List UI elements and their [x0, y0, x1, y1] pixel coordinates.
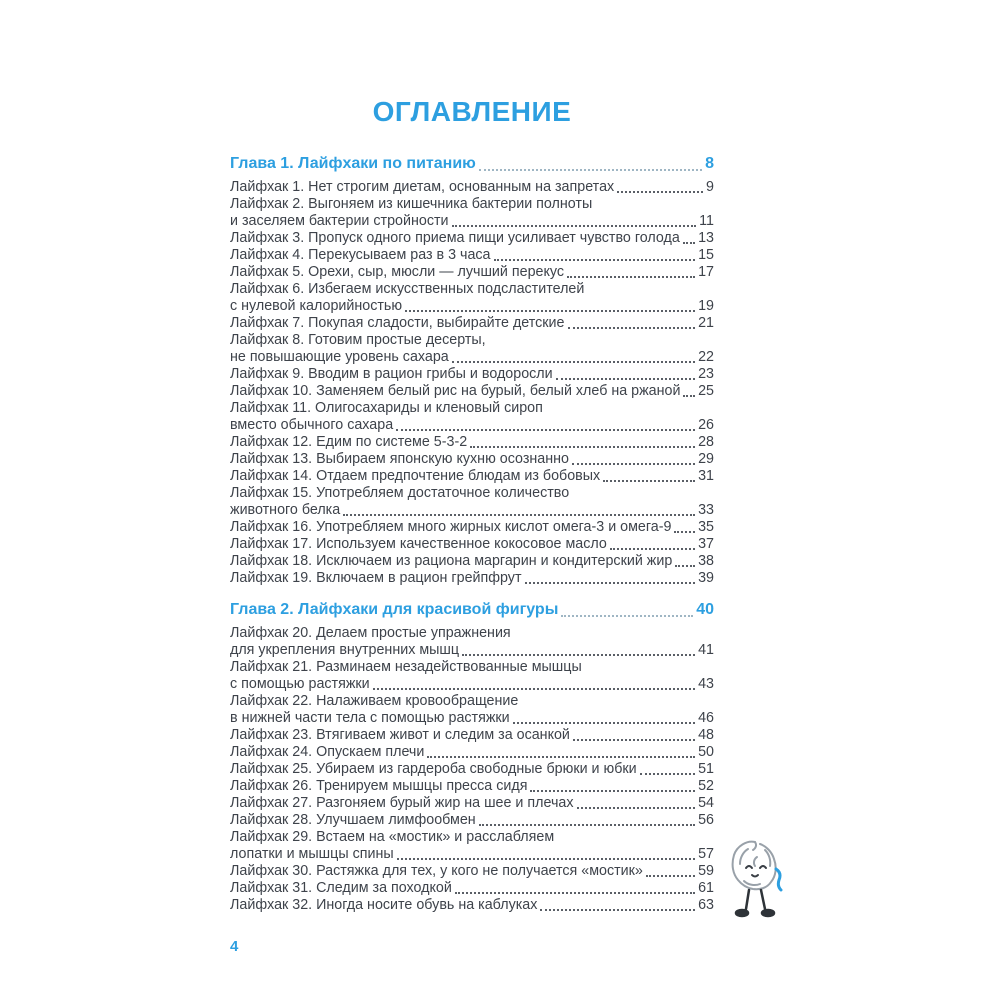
dot-leader [683, 395, 695, 397]
entry-text: Лайфхак 6. Избегаем искусственных подсластителей [230, 281, 585, 297]
dot-leader [610, 548, 695, 550]
toc-entry [230, 693, 714, 727]
entry-text: Лайфхак 19. Включаем в рацион грейпфрут [230, 570, 522, 586]
entry-page-number: 8 [705, 155, 714, 172]
dot-leader [556, 378, 695, 380]
toc-entry [230, 863, 714, 880]
toc-entry [230, 247, 714, 264]
toc-entry [230, 744, 714, 761]
entry-text: и заселяем бактерии стройности [230, 213, 449, 229]
entry-text: Лайфхак 16. Употребляем много жирных кислот омега-3 и омега-9 [230, 519, 672, 535]
entry-page-number: 56 [698, 812, 714, 828]
toc-entry [230, 727, 714, 744]
entry-text: Лайфхак 32. Иногда носите обувь на каблуках [230, 897, 538, 913]
dot-leader [455, 892, 695, 894]
toc-entry [230, 570, 714, 587]
dot-leader [577, 807, 696, 809]
entry-page-number: 46 [698, 710, 714, 726]
entry-text: Лайфхак 15. Употребляем достаточное количество [230, 485, 570, 501]
entry-text: для укрепления внутренних мышц [230, 642, 460, 658]
toc-entry [230, 485, 714, 519]
toc-entry [230, 897, 714, 914]
entry-page-number: 40 [696, 601, 714, 618]
entry-text: Глава 2. Лайфхаки для красивой фигуры [230, 601, 559, 618]
toc-entry [230, 434, 714, 451]
entry-page-number: 50 [698, 744, 714, 760]
entry-text: Лайфхак 7. Покупая сладости, выбирайте детские [230, 315, 565, 331]
entry-text: Лайфхак 3. Пропуск одного приема пищи усиливает чувство голода [230, 230, 680, 246]
dot-leader [427, 756, 695, 758]
page-number: 4 [230, 938, 239, 955]
toc-entry [230, 332, 714, 366]
dot-leader [396, 429, 695, 431]
entry-text: Лайфхак 8. Готовим простые десерты, [230, 332, 486, 348]
entry-text: Лайфхак 18. Исключаем из рациона маргарин и кондитерский жир [230, 553, 673, 569]
toc-entry [230, 196, 714, 230]
toc-entry [230, 659, 714, 693]
entry-page-number: 9 [706, 179, 714, 195]
dot-leader [494, 259, 696, 261]
dot-leader [405, 310, 695, 312]
entry-text: Лайфхак 24. Опускаем плечи [230, 744, 425, 760]
toc-entry [230, 264, 714, 281]
dot-leader [561, 615, 693, 617]
toc-entry [230, 366, 714, 383]
toc-entry [230, 795, 714, 812]
walnut-mascot-illustration [724, 833, 790, 921]
entry-page-number: 35 [698, 519, 714, 535]
dot-leader [675, 565, 695, 567]
entry-page-number: 38 [698, 553, 714, 569]
entry-text: Лайфхак 2. Выгоняем из кишечника бактерии полноты [230, 196, 593, 212]
entry-text: Лайфхак 31. Следим за походкой [230, 880, 452, 896]
mascot-blue-accent [776, 869, 781, 890]
entry-text: Лайфхак 4. Перекусываем раз в 3 часа [230, 247, 491, 263]
entry-text: не повышающие уровень сахара [230, 349, 449, 365]
entry-page-number: 23 [698, 366, 714, 382]
entry-page-number: 37 [698, 536, 714, 552]
dot-leader [373, 688, 695, 690]
entry-text: Лайфхак 14. Отдаем предпочтение блюдам из бобовых [230, 468, 601, 484]
toc-entry [230, 179, 714, 196]
entry-page-number: 29 [698, 451, 714, 467]
dot-leader [479, 824, 695, 826]
toc-entry [230, 400, 714, 434]
toc-entry [230, 812, 714, 829]
entry-page-number: 33 [698, 502, 714, 518]
entry-page-number: 26 [698, 417, 714, 433]
entry-page-number: 63 [698, 897, 714, 913]
toc-content [230, 96, 714, 914]
dot-leader [567, 276, 695, 278]
entry-text: Лайфхак 22. Налаживаем кровообращение [230, 693, 519, 709]
dot-leader [462, 654, 695, 656]
dot-leader [452, 225, 697, 227]
entry-page-number: 22 [698, 349, 714, 365]
entry-text: Лайфхак 20. Делаем простые упражнения [230, 625, 511, 641]
dot-leader [573, 739, 695, 741]
entry-text: Лайфхак 13. Выбираем японскую кухню осознанно [230, 451, 569, 467]
dot-leader [540, 909, 695, 911]
entry-page-number: 31 [698, 468, 714, 484]
entry-page-number: 28 [698, 434, 714, 450]
entry-page-number: 15 [698, 247, 714, 263]
entry-page-number: 41 [698, 642, 714, 658]
toc-entry [230, 778, 714, 795]
toc-entry [230, 519, 714, 536]
toc-entry [230, 451, 714, 468]
entry-text: Лайфхак 30. Растяжка для тех, у кого не получается «мостик» [230, 863, 643, 879]
entry-text: Лайфхак 12. Едим по системе 5-3-2 [230, 434, 468, 450]
entry-page-number: 13 [698, 230, 714, 246]
dot-leader [617, 191, 703, 193]
dot-leader [513, 722, 695, 724]
toc-entry [230, 829, 714, 863]
entry-page-number: 59 [698, 863, 714, 879]
toc-entry [230, 553, 714, 570]
entry-page-number: 51 [698, 761, 714, 777]
entry-page-number: 52 [698, 778, 714, 794]
entry-page-number: 57 [698, 846, 714, 862]
entry-text: Лайфхак 25. Убираем из гардероба свободные брюки и юбки [230, 761, 637, 777]
entry-page-number: 19 [698, 298, 714, 314]
entry-text: в нижней части тела с помощью растяжки [230, 710, 510, 726]
entry-text: Лайфхак 28. Улучшаем лимфообмен [230, 812, 476, 828]
toc-entry [230, 315, 714, 332]
dot-leader [452, 361, 695, 363]
dot-leader [674, 531, 695, 533]
entry-page-number: 11 [699, 213, 714, 229]
dot-leader [530, 790, 695, 792]
entry-page-number: 17 [698, 264, 714, 280]
toc-entry [230, 230, 714, 247]
chapter-heading [230, 154, 714, 174]
entry-text: Лайфхак 26. Тренируем мышцы пресса сидя [230, 778, 528, 794]
dot-leader [646, 875, 695, 877]
entry-page-number: 25 [698, 383, 714, 399]
toc-entry [230, 536, 714, 553]
entry-page-number: 39 [698, 570, 714, 586]
entry-page-number: 21 [698, 315, 714, 331]
entry-text: животного белка [230, 502, 341, 518]
entry-text: Лайфхак 1. Нет строгим диетам, основанным на запретах [230, 179, 615, 195]
entry-page-number: 43 [698, 676, 714, 692]
entry-text: Лайфхак 27. Разгоняем бурый жир на шее и плечах [230, 795, 574, 811]
chapter-heading [230, 600, 714, 620]
dot-leader [397, 858, 695, 860]
toc-entry [230, 625, 714, 659]
entry-text: Лайфхак 5. Орехи, сыр, мюсли — лучший перекус [230, 264, 565, 280]
entry-page-number: 61 [698, 880, 714, 896]
entry-text: Лайфхак 29. Встаем на «мостик» и расслабляем [230, 829, 555, 845]
toc-list [230, 154, 714, 914]
toc-entry [230, 383, 714, 400]
entry-text: Лайфхак 23. Втягиваем живот и следим за осанкой [230, 727, 570, 743]
entry-text: Глава 1. Лайфхаки по питанию [230, 155, 476, 172]
entry-text: Лайфхак 17. Используем качественное кокосовое масло [230, 536, 607, 552]
entry-text: с помощью растяжки [230, 676, 370, 692]
dot-leader [640, 773, 695, 775]
mascot-legs [736, 890, 774, 916]
dot-leader [525, 582, 696, 584]
dot-leader [568, 327, 696, 329]
dot-leader [572, 463, 695, 465]
entry-text: Лайфхак 21. Разминаем незадействованные мышцы [230, 659, 582, 675]
toc-entry [230, 468, 714, 485]
dot-leader [603, 480, 695, 482]
entry-text: лопатки и мышцы спины [230, 846, 394, 862]
entry-text: вместо обычного сахара [230, 417, 394, 433]
toc-entry [230, 281, 714, 315]
page-title: ОГЛАВЛЕНИЕ [372, 96, 572, 127]
entry-text: с нулевой калорийностью [230, 298, 403, 314]
toc-entry [230, 880, 714, 897]
dot-leader [470, 446, 695, 448]
mascot-face [746, 866, 766, 877]
entry-page-number: 48 [698, 727, 714, 743]
dot-leader [479, 169, 702, 171]
toc-entry [230, 761, 714, 778]
entry-text: Лайфхак 11. Олигосахариды и кленовый сироп [230, 400, 543, 416]
dot-leader [683, 242, 695, 244]
dot-leader [343, 514, 695, 516]
entry-page-number: 54 [698, 795, 714, 811]
entry-text: Лайфхак 9. Вводим в рацион грибы и водоросли [230, 366, 553, 382]
entry-text: Лайфхак 10. Заменяем белый рис на бурый, белый хлеб на ржаной [230, 383, 681, 399]
